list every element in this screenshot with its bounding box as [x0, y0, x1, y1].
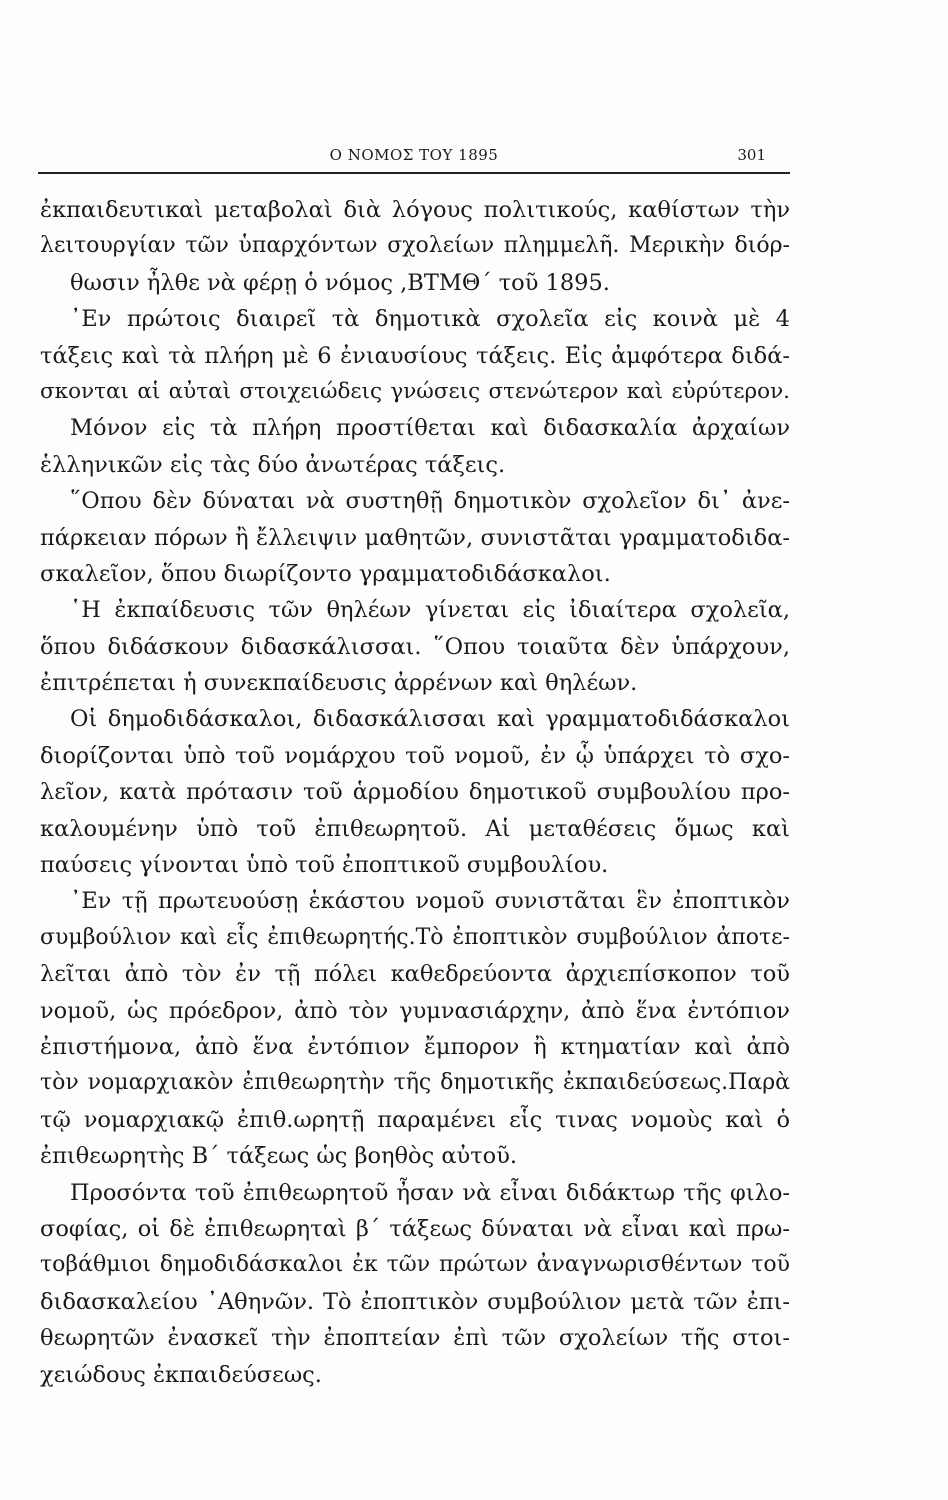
text-line: σοφίας, οἱ δὲ ἐπιθεωρηταὶ β΄ τάξεως δύναται νὰ εἶναι καὶ πρω-	[40, 1215, 790, 1242]
text-line: ῾Η ἐκπαίδευσις τῶν θηλέων γίνεται εἰς ἰδιαίτερα σχολεῖα,	[70, 597, 790, 624]
text-line: ἐπιτρέπεται ἡ συνεκπαίδευσις ἀρρένων καὶ θηλέων.	[40, 670, 638, 697]
text-line: ἐκπαιδευτικαὶ μεταβολαὶ διὰ λόγους πολιτικούς, καθίστων τὴν	[40, 197, 790, 223]
text-line: χειώδους ἐκπαιδεύσεως.	[40, 1361, 322, 1388]
text-line: θεωρητῶν ἐνασκεῖ τὴν ἐποπτείαν ἐπὶ τῶν σχολείων τῆς στοι-	[40, 1325, 790, 1352]
text-line: διορίζονται ὑπὸ τοῦ νομάρχου τοῦ νομοῦ, ἐν ᾧ ὑπάρχει τὸ σχο-	[40, 742, 790, 769]
header-title: Ο ΝΟΜΟΣ ΤΟΥ 1895	[329, 146, 499, 164]
text-line: συμβούλιον καὶ εἷς ἐπιθεωρητής.Τὸ ἐποπτικὸν συμβούλιον ἀποτε-	[40, 924, 790, 950]
text-line: λεῖον, κατὰ πρότασιν τοῦ ἁρμοδίου δημοτικοῦ συμβουλίου προ-	[40, 779, 790, 806]
text-line: τῷ νομαρχιακῷ ἐπιθ.ωρητῇ παραμένει εἷς τινας νομοὺς καὶ ὁ	[40, 1106, 790, 1133]
body-text	[40, 192, 790, 1393]
text-line: ὅπου διδάσκουν διδασκάλισσαι. ῞Οπου τοιαῦτα δὲν ὑπάρχουν,	[40, 633, 790, 660]
text-line: λεῖται ἀπὸ τὸν ἐν τῇ πόλει καθεδρεύοντα ἀρχιεπίσκοπον τοῦ	[40, 961, 790, 988]
text-line: λειτουργίαν τῶν ὑπαρχόντων σχολείων πλημμελῆ. Μερικὴν διόρ-	[40, 233, 790, 259]
page-number: 301	[737, 146, 766, 164]
text-line: καλουμένην ὑπὸ τοῦ ἐπιθεωρητοῦ. Αἱ μεταθέσεις ὅμως καὶ	[40, 815, 790, 842]
text-line: Μόνον εἰς τὰ πλήρη προστίθεται καὶ διδασκαλία ἀρχαίων	[70, 415, 790, 442]
text-line: ᾿Εν τῇ πρωτευούσῃ ἑκάστου νομοῦ συνιστᾶται ἓν ἐποπτικὸν	[70, 888, 790, 915]
text-line: ἑλληνικῶν εἰς τὰς δύο ἀνωτέρας τάξεις.	[40, 451, 506, 478]
text-line: παύσεις γίνονται ὑπὸ τοῦ ἐποπτικοῦ συμβουλίου.	[40, 852, 609, 879]
text-line: θωσιν ἦλθε νὰ φέρῃ ὁ νόμος ,ΒΤΜΘ΄ τοῦ 1895.	[70, 269, 610, 296]
running-header	[38, 142, 790, 174]
text-line: Προσόντα τοῦ ἐπιθεωρητοῦ ἦσαν νὰ εἶναι διδάκτωρ τῆς φιλο-	[70, 1179, 790, 1206]
text-line: ᾿Εν πρώτοις διαιρεῖ τὰ δημοτικὰ σχολεῖα εἰς κοινὰ μὲ 4	[70, 306, 790, 333]
text-line: διδασκαλείου ᾿Αθηνῶν. Τὸ ἐποπτικὸν συμβούλιον μετὰ τῶν ἐπι-	[40, 1288, 790, 1315]
text-line: σκαλεῖον, ὅπου διωρίζοντο γραμματοδιδάσκαλοι.	[40, 560, 611, 587]
text-line: ἐπιστήμονα, ἀπὸ ἕνα ἐντόπιον ἔμπορον ἢ κτηματίαν καὶ ἀπὸ	[40, 1033, 790, 1060]
text-line: τάξεις καὶ τὰ πλήρη μὲ 6 ἐνιαυσίους τάξεις. Εἰς ἀμφότερα διδά-	[40, 342, 790, 369]
text-line: σκονται αἱ αὐταὶ στοιχειώδεις γνώσεις στενώτερον καὶ εὐρύτερον.	[40, 378, 790, 404]
text-line: τὸν νομαρχιακὸν ἐπιθεωρητὴν τῆς δημοτικῆς ἐκπαιδεύσεως.Παρὰ	[40, 1070, 790, 1096]
text-line: Οἱ δημοδιδάσκαλοι, διδασκάλισσαι καὶ γραμματοδιδάσκαλοι	[70, 706, 790, 733]
text-line: ἐπιθεωρητὴς Β΄ τάξεως ὡς βοηθὸς αὐτοῦ.	[40, 1143, 518, 1170]
text-line: τοβάθμιοι δημοδιδάσκαλοι ἐκ τῶν πρώτων ἀναγνωρισθέντων τοῦ	[40, 1252, 790, 1278]
text-line: πάρκειαν πόρων ἢ ἔλλειψιν μαθητῶν, συνιστᾶται γραμματοδιδα-	[40, 524, 790, 551]
text-line: ῞Οπου δὲν δύναται νὰ συστηθῇ δημοτικὸν σχολεῖον δι᾿ ἀνε-	[70, 488, 790, 515]
text-line: νομοῦ, ὡς πρόεδρον, ἀπὸ τὸν γυμνασιάρχην, ἀπὸ ἕνα ἐντόπιον	[40, 997, 790, 1024]
